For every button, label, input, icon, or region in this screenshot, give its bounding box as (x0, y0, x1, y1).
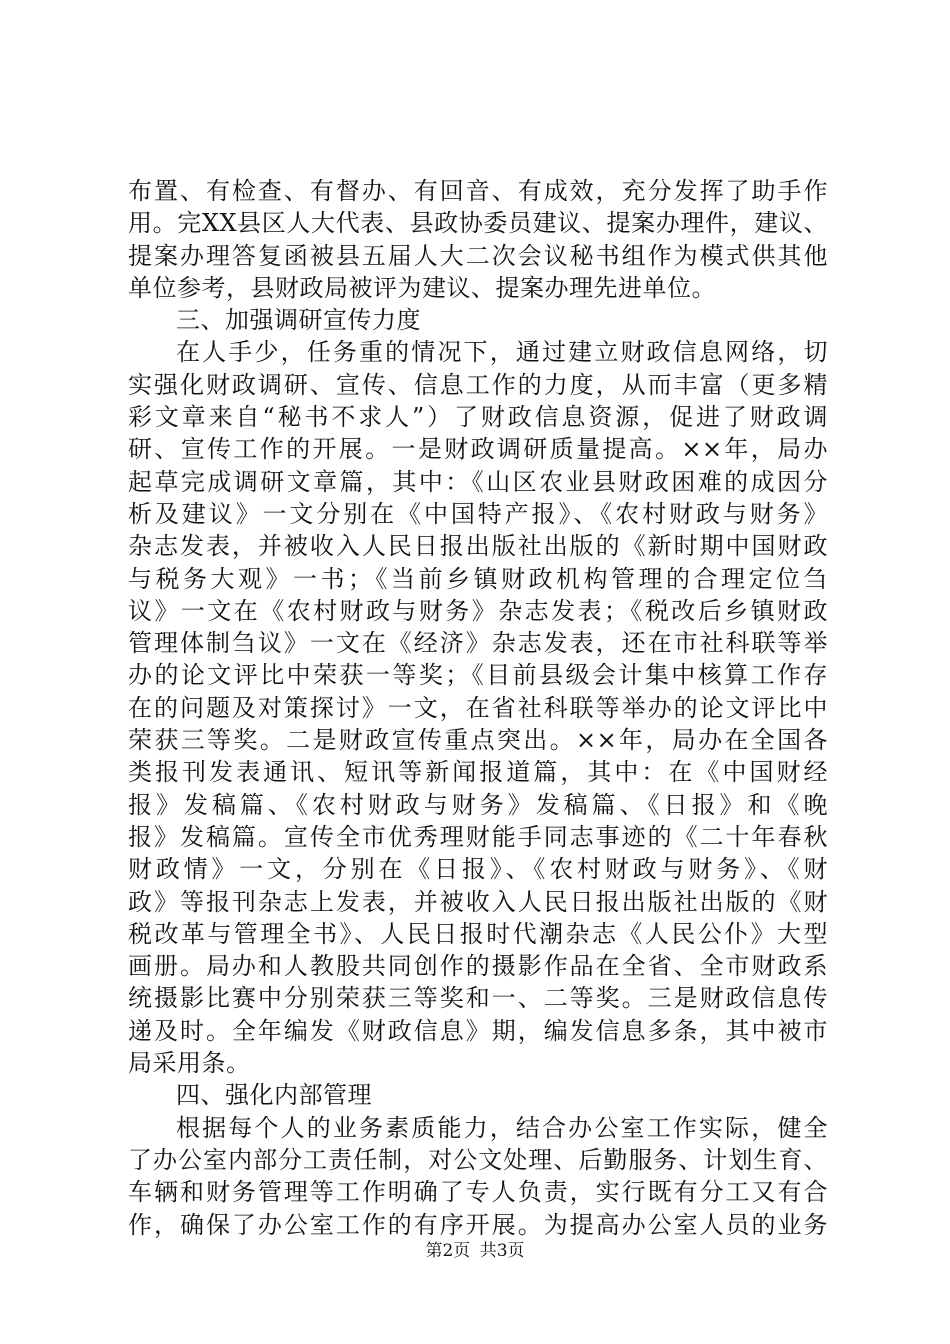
text-line: 作，确保了办公室工作的有序开展。为提高办公室人员的业务 (128, 1210, 828, 1239)
text-line: 报》发稿篇。宣传全市优秀理财能手同志事迹的《二十年春秋 (128, 822, 828, 851)
text-line: 布置、有检查、有督办、有回音、有成效，充分发挥了助手作 (128, 177, 828, 205)
text-line: 用。完XX县区人大代表、县政协委员建议、提案办理件，建议、 (128, 209, 828, 238)
text-line: 根据每个人的业务素质能力，结合办公室工作实际，健全 (176, 1113, 828, 1142)
page-total: 共3页 (479, 1241, 525, 1261)
section-heading: 四、强化内部管理 (176, 1081, 372, 1110)
document-body (128, 175, 828, 1241)
text-line: 析及建议》一文分别在《中国特产报》、《农村财政与财务》 (128, 499, 828, 528)
text-line: 政》等报刊杂志上发表，并被收入人民日报出版社出版的《财 (128, 887, 828, 916)
text-line: 荣获三等奖。二是财政宣传重点突出。××年，局办在全国各 (128, 726, 828, 755)
text-line: 递及时。全年编发《财政信息》期，编发信息多条，其中被市 (128, 1016, 828, 1045)
text-line: 统摄影比赛中分别荣获三等奖和一、二等奖。三是财政信息传 (128, 984, 828, 1013)
text-line: 彩文章来自“秘书不求人”）了财政信息资源，促进了财政调 (128, 403, 828, 432)
text-line: 局采用条。 (128, 1049, 251, 1078)
text-line: 管理体制刍议》一文在《经济》杂志发表，还在市社科联等举 (128, 629, 828, 658)
text-line: 画册。局办和人教股共同创作的摄影作品在全省、全市财政系 (128, 952, 828, 981)
text-line: 车辆和财务管理等工作明确了专人负责，实行既有分工又有合 (128, 1178, 828, 1207)
text-line: 财政情》一文，分别在《日报》、《农村财政与财务》、《财 (128, 855, 828, 884)
text-line: 议》一文在《农村财政与财务》杂志发表；《税改后乡镇财政 (128, 596, 828, 625)
text-line: 类报刊发表通讯、短讯等新闻报道篇，其中：在《中国财经 (128, 758, 828, 787)
text-line: 实强化财政调研、宣传、信息工作的力度，从而丰富（更多精 (128, 370, 828, 399)
page-number: 第2页 (425, 1241, 471, 1261)
text-line: 起草完成调研文章篇，其中：《山区农业县财政困难的成因分 (128, 467, 828, 496)
text-line: 税改革与管理全书》、人民日报时代潮杂志《人民公仆》大型 (128, 919, 828, 948)
text-line: 在的问题及对策探讨》一文，在省社科联等举办的论文评比中 (128, 693, 828, 722)
text-line: 办的论文评比中荣获一等奖；《目前县级会计集中核算工作存 (128, 661, 828, 690)
text-line: 单位参考，县财政局被评为建议、提案办理先进单位。 (128, 273, 716, 302)
text-line: 杂志发表，并被收入人民日报出版社出版的《新时期中国财政 (128, 532, 828, 561)
section-heading: 三、加强调研宣传力度 (176, 306, 421, 335)
text-line: 研、宣传工作的开展。一是财政调研质量提高。××年，局办 (128, 435, 828, 464)
text-line: 提案办理答复函被县五届人大二次会议秘书组作为模式供其他 (128, 241, 828, 270)
text-line: 报》发稿篇、《农村财政与财务》发稿篇、《日报》和《晚 (128, 790, 828, 819)
page-footer (0, 1240, 950, 1262)
text-line: 与税务大观》一书；《当前乡镇财政机构管理的合理定位刍 (128, 564, 828, 593)
text-line: 了办公室内部分工责任制，对公文处理、后勤服务、计划生育、 (128, 1145, 828, 1174)
text-line: 在人手少，任务重的情况下，通过建立财政信息网络，切 (176, 338, 828, 367)
